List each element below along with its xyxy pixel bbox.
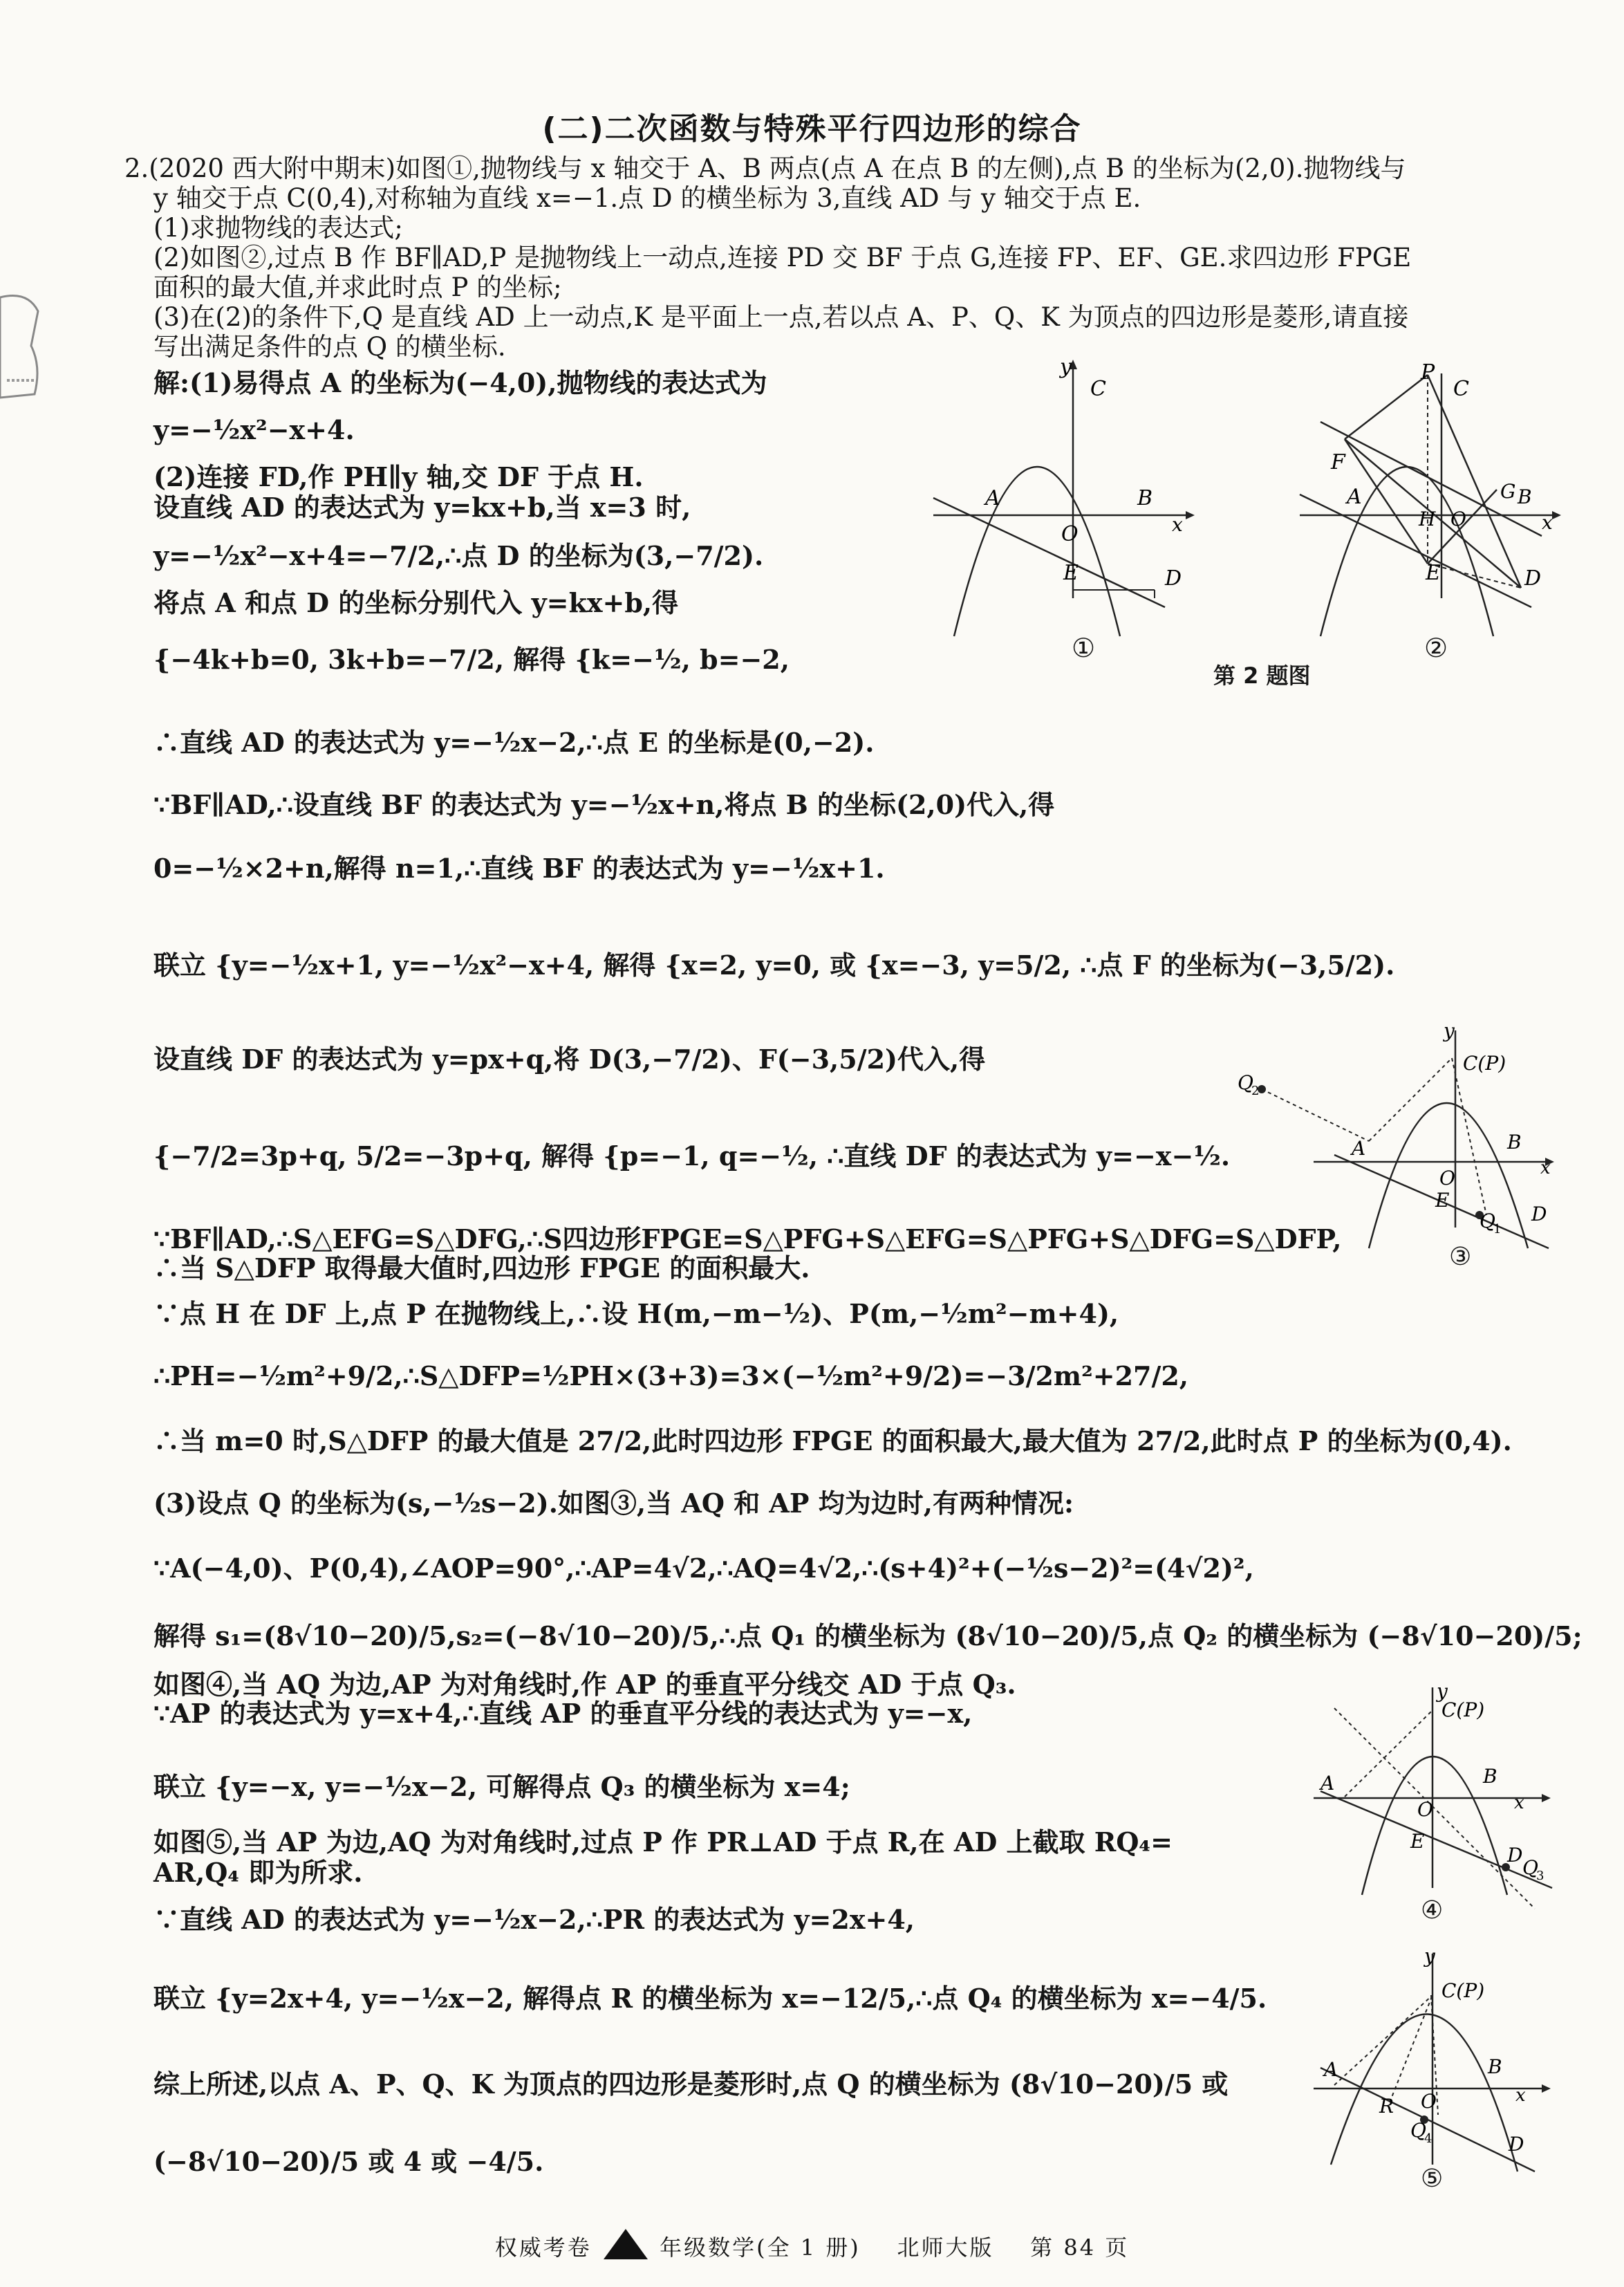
footer-brand: 权威考卷: [494, 2234, 592, 2261]
solution-line: ∵A(−4,0)、P(0,4),∠AOP=90°,∴AP=4√2,∴AQ=4√2,∴(s+4)²+(−½s−2)²=(4√2)²,: [153, 1553, 1254, 1584]
svg-text:B: B: [1507, 1131, 1522, 1154]
svg-text:B: B: [1518, 485, 1532, 508]
svg-text:B: B: [1483, 1765, 1497, 1788]
problem-line: (2)如图②,过点 B 作 BF∥AD,P 是抛物线上一动点,连接 PD 交 BF 于点 G,连接 FP、EF、GE.求四边形 FPGE: [153, 243, 1412, 272]
solution-line: ∵点 H 在 DF 上,点 P 在抛物线上,∴设 H(m,−m−½)、P(m,−½m²−m+4),: [153, 1298, 1119, 1329]
svg-text:C(P): C(P): [1441, 1698, 1485, 1721]
problem-line: 写出满足条件的点 Q 的横坐标.: [153, 332, 506, 362]
figure-label: ⑤: [1421, 2165, 1444, 2193]
figure-caption: 第 2 题图: [1213, 663, 1311, 689]
binding-stamp-icon: [0, 284, 48, 401]
solution-line: ∵直线 AD 的表达式为 y=−½x−2,∴PR 的表达式为 y=2x+4,: [153, 1904, 915, 1935]
svg-text:y: y: [1424, 1945, 1435, 1967]
svg-text:A: A: [1324, 2058, 1338, 2081]
svg-text:H: H: [1419, 508, 1436, 530]
solution-line: 联立 {y=−½x+1, y=−½x²−x+4, 解得 {x=2, y=0, 或 {x=−3, y=5/2, ∴点 F 的坐标为(−3,5/2).: [153, 950, 1395, 981]
svg-text:Q: Q: [1238, 1071, 1253, 1094]
svg-text:B: B: [1488, 2055, 1502, 2078]
problem-line: (1)求抛物线的表达式;: [153, 213, 403, 243]
svg-text:C(P): C(P): [1463, 1052, 1506, 1075]
svg-text:y: y: [1060, 360, 1072, 379]
svg-text:D: D: [1509, 2133, 1524, 2156]
solution-line: ∴当 m=0 时,S△DFP 的最大值是 27/2,此时四边形 FPGE 的面积最大,最大值为 27/2,此时点 P 的坐标为(0,4).: [153, 1425, 1512, 1456]
solution-line: 如图④,当 AQ 为边,AP 为对角线时,作 AP 的垂直平分线交 AD 于点 Q₃.: [153, 1669, 1016, 1700]
svg-text:E: E: [1435, 1189, 1450, 1212]
solution-line: 设直线 AD 的表达式为 y=kx+b,当 x=3 时,: [153, 492, 691, 523]
figure-3: [1224, 1020, 1562, 1286]
solution-line: AR,Q₄ 即为所求.: [153, 1857, 363, 1888]
solution-line: (2)连接 FD,作 PH∥y 轴,交 DF 于点 H.: [153, 461, 644, 492]
solution-line: y=−½x²−x+4=−7/2,∴点 D 的坐标为(3,−7/2).: [153, 540, 764, 571]
problem-line: y 轴交于点 C(0,4),对称轴为直线 x=−1.点 D 的横坐标为 3,直线 AD 与 y 轴交于点 E.: [153, 183, 1141, 213]
figure-label: ②: [1424, 633, 1448, 663]
solution-line: 解得 s₁=(8√10−20)/5,s₂=(−8√10−20)/5,∴点 Q₁ 的横坐标为 (8√10−20)/5,点 Q₂ 的横坐标为 (−8√10−20)/5;: [153, 1620, 1583, 1651]
svg-text:O: O: [1450, 508, 1466, 530]
svg-text:F: F: [1331, 450, 1345, 474]
solution-line: 将点 A 和点 D 的坐标分别代入 y=kx+b,得: [153, 587, 679, 618]
page-number: 第 84 页: [1030, 2234, 1130, 2261]
svg-text:Q: Q: [1410, 2119, 1426, 2142]
svg-text:x: x: [1542, 511, 1553, 534]
section-title: (二)二次函数与特殊平行四边形的综合: [542, 111, 1082, 147]
svg-text:D: D: [1507, 1844, 1523, 1867]
svg-text:O: O: [1061, 522, 1079, 546]
svg-text:A: A: [985, 486, 1000, 510]
figure-2: [1293, 360, 1569, 674]
svg-text:2: 2: [1251, 1084, 1260, 1098]
footer-edition: 北师大版: [897, 2234, 994, 2261]
solution-line: 联立 {y=2x+4, y=−½x−2, 解得点 R 的横坐标为 x=−12/5,∴点 Q₄ 的横坐标为 x=−4/5.: [153, 1983, 1267, 2014]
svg-text:Q: Q: [1522, 1856, 1538, 1879]
solution-line: {−4k+b=0, 3k+b=−7/2, 解得 {k=−½, b=−2,: [153, 644, 790, 675]
svg-text:E: E: [1410, 1830, 1425, 1853]
problem-line: (3)在(2)的条件下,Q 是直线 AD 上一动点,K 是平面上一点,若以点 A、P、Q、K 为顶点的四边形是菱形,请直接: [153, 302, 1409, 332]
svg-text:Q: Q: [1480, 1210, 1495, 1232]
solution-line: ∴直线 AD 的表达式为 y=−½x−2,∴点 E 的坐标是(0,−2).: [153, 727, 875, 758]
svg-text:D: D: [1165, 566, 1182, 591]
svg-text:4: 4: [1424, 2131, 1432, 2146]
svg-text:P: P: [1421, 360, 1435, 385]
solution-line: 综上所述,以点 A、P、Q、K 为顶点的四边形是菱形时,点 Q 的横坐标为 (8√10−20)/5 或: [153, 2068, 1229, 2100]
solution-line: ∵BF∥AD,∴S△EFG=S△DFG,∴S四边形FPGE=S△PFG+S△EFG=S△PFG+S△DFG=S△DFP,: [153, 1223, 1342, 1254]
svg-text:1: 1: [1493, 1222, 1502, 1237]
solution-line: (−8√10−20)/5 或 4 或 −4/5.: [153, 2146, 544, 2177]
figure-label: ①: [1072, 633, 1096, 663]
svg-text:O: O: [1417, 1798, 1433, 1821]
solution-line: ∴PH=−½m²+9/2,∴S△DFP=½PH×(3+3)=3×(−½m²+9/2)=−3/2m²+27/2,: [153, 1360, 1189, 1391]
solution-line: ∴当 S△DFP 取得最大值时,四边形 FPGE 的面积最大.: [153, 1252, 810, 1284]
svg-text:C: C: [1090, 377, 1106, 401]
footer-subject: 年级数学(全 1 册): [660, 2234, 861, 2261]
solution-line: (3)设点 Q 的坐标为(s,−½s−2).如图③,当 AQ 和 AP 均为边时,有两种情况:: [153, 1488, 1074, 1519]
problem-line: 2.(2020 西大附中期末)如图①,抛物线与 x 轴交于 A、B 两点(点 A 在点 B 的左侧),点 B 的坐标为(2,0).抛物线与: [124, 154, 1406, 183]
svg-text:C(P): C(P): [1441, 1979, 1485, 2002]
solution-line: {−7/2=3p+q, 5/2=−3p+q, 解得 {p=−1, q=−½, ∴直线 DF 的表达式为 y=−x−½.: [153, 1140, 1231, 1172]
svg-text:x: x: [1514, 1793, 1524, 1813]
svg-text:y: y: [1444, 1020, 1455, 1042]
svg-text:E: E: [1426, 561, 1441, 585]
solution-line: 解:(1)易得点 A 的坐标为(−4,0),抛物线的表达式为: [153, 367, 767, 398]
svg-text:A: A: [1347, 485, 1362, 509]
svg-text:B: B: [1137, 486, 1153, 510]
triangle-logo-icon: [604, 2229, 648, 2259]
figure-label: ③: [1449, 1243, 1472, 1271]
svg-text:D: D: [1524, 566, 1542, 591]
svg-text:x: x: [1515, 2085, 1526, 2106]
svg-text:A: A: [1352, 1137, 1366, 1160]
svg-text:G: G: [1500, 480, 1516, 503]
figure-4: [1307, 1680, 1569, 1932]
svg-text:x: x: [1540, 1158, 1551, 1178]
figure-1: [926, 360, 1203, 674]
problem-line: 面积的最大值,并求此时点 P 的坐标;: [153, 272, 562, 302]
svg-text:O: O: [1421, 2090, 1437, 2113]
svg-text:A: A: [1320, 1772, 1335, 1795]
svg-text:R: R: [1379, 2095, 1394, 2118]
solution-line: y=−½x²−x+4.: [153, 414, 355, 445]
svg-text:y: y: [1437, 1680, 1448, 1703]
solution-line: 设直线 DF 的表达式为 y=px+q,将 D(3,−7/2)、F(−3,5/2)代入,得: [153, 1044, 986, 1075]
solution-line: 0=−½×2+n,解得 n=1,∴直线 BF 的表达式为 y=−½x+1.: [153, 853, 885, 884]
figure-label: ④: [1421, 1896, 1444, 1925]
footer: [0, 2229, 1624, 2262]
solution-line: ∵BF∥AD,∴设直线 BF 的表达式为 y=−½x+n,将点 B 的坐标(2,0)代入,得: [153, 789, 1055, 820]
svg-text:3: 3: [1536, 1869, 1544, 1883]
figure-5: [1307, 1943, 1569, 2209]
solution-line: 联立 {y=−x, y=−½x−2, 可解得点 Q₃ 的横坐标为 x=4;: [153, 1771, 850, 1802]
svg-text:C: C: [1453, 377, 1469, 401]
solution-line: 如图⑤,当 AP 为边,AQ 为对角线时,过点 P 作 PR⊥AD 于点 R,在 AD 上截取 RQ₄=: [153, 1826, 1173, 1858]
svg-text:E: E: [1063, 561, 1079, 585]
svg-text:x: x: [1172, 513, 1183, 536]
svg-text:D: D: [1531, 1203, 1547, 1225]
solution-line: ∵AP 的表达式为 y=x+4,∴直线 AP 的垂直平分线的表达式为 y=−x,: [153, 1698, 973, 1729]
svg-text:O: O: [1439, 1167, 1455, 1189]
